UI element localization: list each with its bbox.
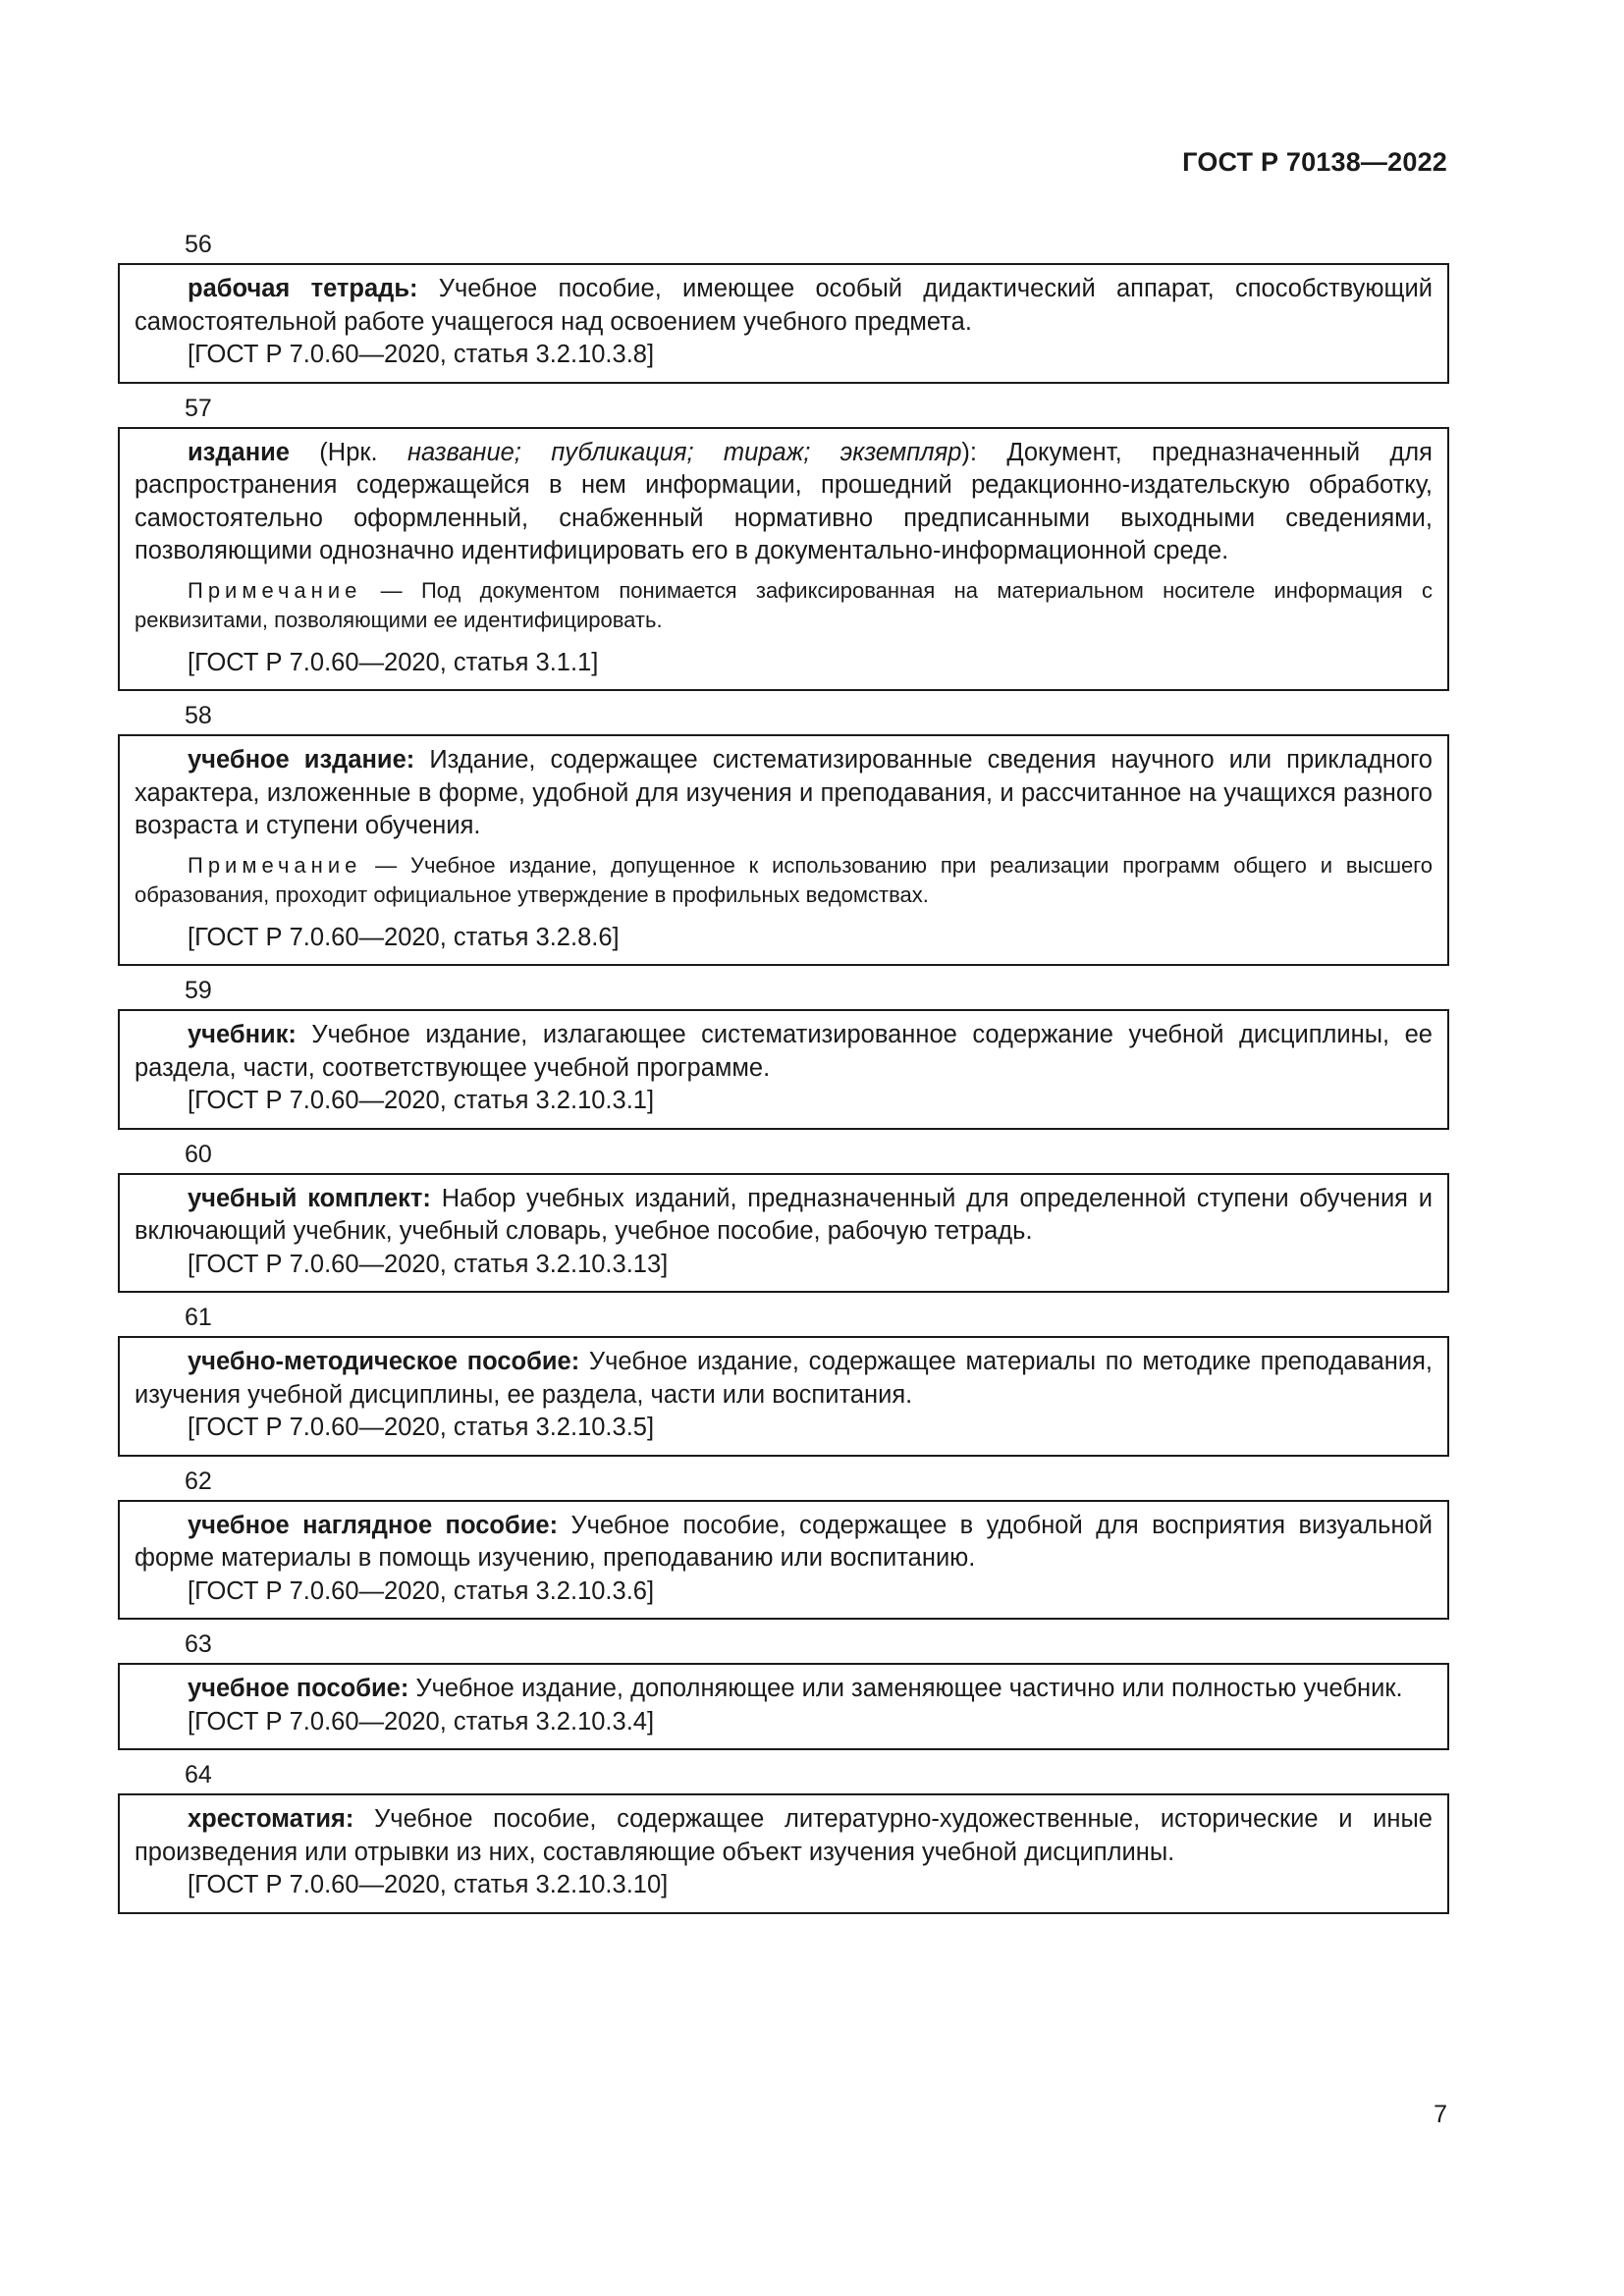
term-definition	[135, 437, 1433, 568]
term-entry	[118, 427, 1449, 692]
definition-text: Учебное пособие, содержащее литературно-художественные, исторические и иные произведения или отрывки из них, составляющие объект изучения учебной дисциплины.	[135, 1805, 1433, 1866]
term-source: [ГОСТ Р 7.0.60—2020, статья 3.2.10.3.13]	[188, 1250, 669, 1278]
entry-number: 62	[185, 1467, 212, 1495]
term-name: рабочая тетрадь:	[188, 275, 418, 302]
term-name: учебное издание:	[188, 746, 415, 774]
note-label: Примечание	[188, 577, 362, 603]
term-entry	[118, 1500, 1449, 1621]
term-name: хрестоматия:	[188, 1805, 354, 1833]
term-note	[135, 576, 1433, 635]
term-definition	[135, 1346, 1433, 1412]
term-definition	[135, 744, 1433, 843]
definition-text: Учебное издание, дополняющее или заменяющее частично или полностью учебник.	[415, 1675, 1403, 1702]
term-name: учебно-методическое пособие:	[188, 1348, 580, 1375]
term-entry	[118, 1009, 1449, 1130]
note-text: — Под документом понимается зафиксированная на материальном носителе информация с реквизитами, позволяющими ее идентифицировать.	[135, 577, 1433, 632]
definition-text: Набор учебных изданий, предназначенный для определенной ступени обучения и включающий учебник, учебный словарь, учебное пособие, рабочую тетрадь.	[135, 1184, 1433, 1245]
term-entries	[118, 228, 1449, 1914]
term-source: [ГОСТ Р 7.0.60—2020, статья 3.2.10.3.5]	[188, 1414, 655, 1441]
term-name: учебный комплект:	[188, 1184, 431, 1212]
term-entry	[118, 734, 1449, 966]
term-entry	[118, 1173, 1449, 1294]
term-source: [ГОСТ Р 7.0.60—2020, статья 3.2.10.3.8]	[188, 341, 655, 368]
term-source: [ГОСТ Р 7.0.60—2020, статья 3.2.10.3.10]	[188, 1871, 669, 1898]
term-source: [ГОСТ Р 7.0.60—2020, статья 3.2.10.3.4]	[188, 1707, 655, 1735]
term-note	[135, 851, 1433, 910]
term-entry	[118, 263, 1449, 384]
term-definition	[135, 1803, 1433, 1869]
term-definition	[135, 1510, 1433, 1575]
note-label: Примечание	[188, 852, 362, 878]
term-name: учебное наглядное пособие:	[188, 1511, 559, 1539]
term-name: учебник:	[188, 1021, 297, 1048]
term-definition	[135, 273, 1433, 339]
term-source: [ГОСТ Р 7.0.60—2020, статья 3.1.1]	[188, 648, 599, 676]
definition-text: Учебное пособие, содержащее в удобной для восприятия визуальной форме материалы в помощь изучению, преподаванию или воспитанию.	[135, 1511, 1433, 1572]
synonyms-close: ):	[961, 438, 1007, 466]
term-entry	[118, 1793, 1449, 1914]
term-name: учебное пособие:	[188, 1675, 409, 1702]
page-number: 7	[1434, 2101, 1447, 2128]
term-source: [ГОСТ Р 7.0.60—2020, статья 3.2.10.3.6]	[188, 1576, 655, 1605]
synonyms-open: (Нрк.	[289, 438, 407, 466]
term-definition	[135, 1673, 1433, 1706]
term-name: издание	[188, 438, 290, 466]
entry-number: 63	[185, 1630, 212, 1658]
term-source: [ГОСТ Р 7.0.60—2020, статья 3.2.8.6]	[188, 923, 620, 951]
entry-number: 64	[185, 1761, 212, 1789]
definition-text: Учебное издание, содержащее материалы по методике преподавания, изучения учебной дисциплины, ее раздела, части или воспитания.	[135, 1348, 1433, 1409]
entry-number: 57	[185, 394, 212, 422]
term-definition	[135, 1019, 1433, 1085]
entry-number: 60	[185, 1140, 212, 1168]
definition-text: Учебное издание, излагающее систематизированное содержание учебной дисциплины, ее раздела, части, соответствующее учебной программе.	[135, 1021, 1433, 1082]
definition-text: Учебное пособие, имеющее особый дидактический аппарат, способствующий самостоятельной работе учащегося над освоением учебного предмета.	[135, 275, 1433, 336]
entry-number: 58	[185, 702, 212, 729]
note-text: — Учебное издание, допущенное к использованию при реализации программ общего и высшего образования, проходит официальное утверждение в профильных ведомствах.	[135, 852, 1433, 907]
term-synonyms: название; публикация; тираж; экземпляр	[406, 438, 962, 466]
term-entry	[118, 1336, 1449, 1457]
entry-number: 61	[185, 1304, 212, 1331]
definition-text: Документ, предназначенный для распространения содержащейся в нем информации, прошедний редакционно-издательскую обработку, самостоятельно оформленный, снабженный нормативно предписанными выходными сведениями, позволяющими однозначно идентифицировать его в документально-информационной среде.	[135, 438, 1433, 564]
entry-number: 59	[185, 977, 212, 1004]
term-entry	[118, 1663, 1449, 1750]
entry-number: 56	[185, 231, 212, 258]
term-source: [ГОСТ Р 7.0.60—2020, статья 3.2.10.3.1]	[188, 1087, 655, 1114]
term-definition	[135, 1183, 1433, 1249]
document-code-header: ГОСТ Р 70138—2022	[1182, 147, 1447, 177]
definition-text: Издание, содержащее систематизированные сведения научного или прикладного характера, изложенные в форме, удобной для изучения и преподавания, и рассчитанное на учащихся разного возраста и ступени обучения.	[135, 746, 1433, 839]
